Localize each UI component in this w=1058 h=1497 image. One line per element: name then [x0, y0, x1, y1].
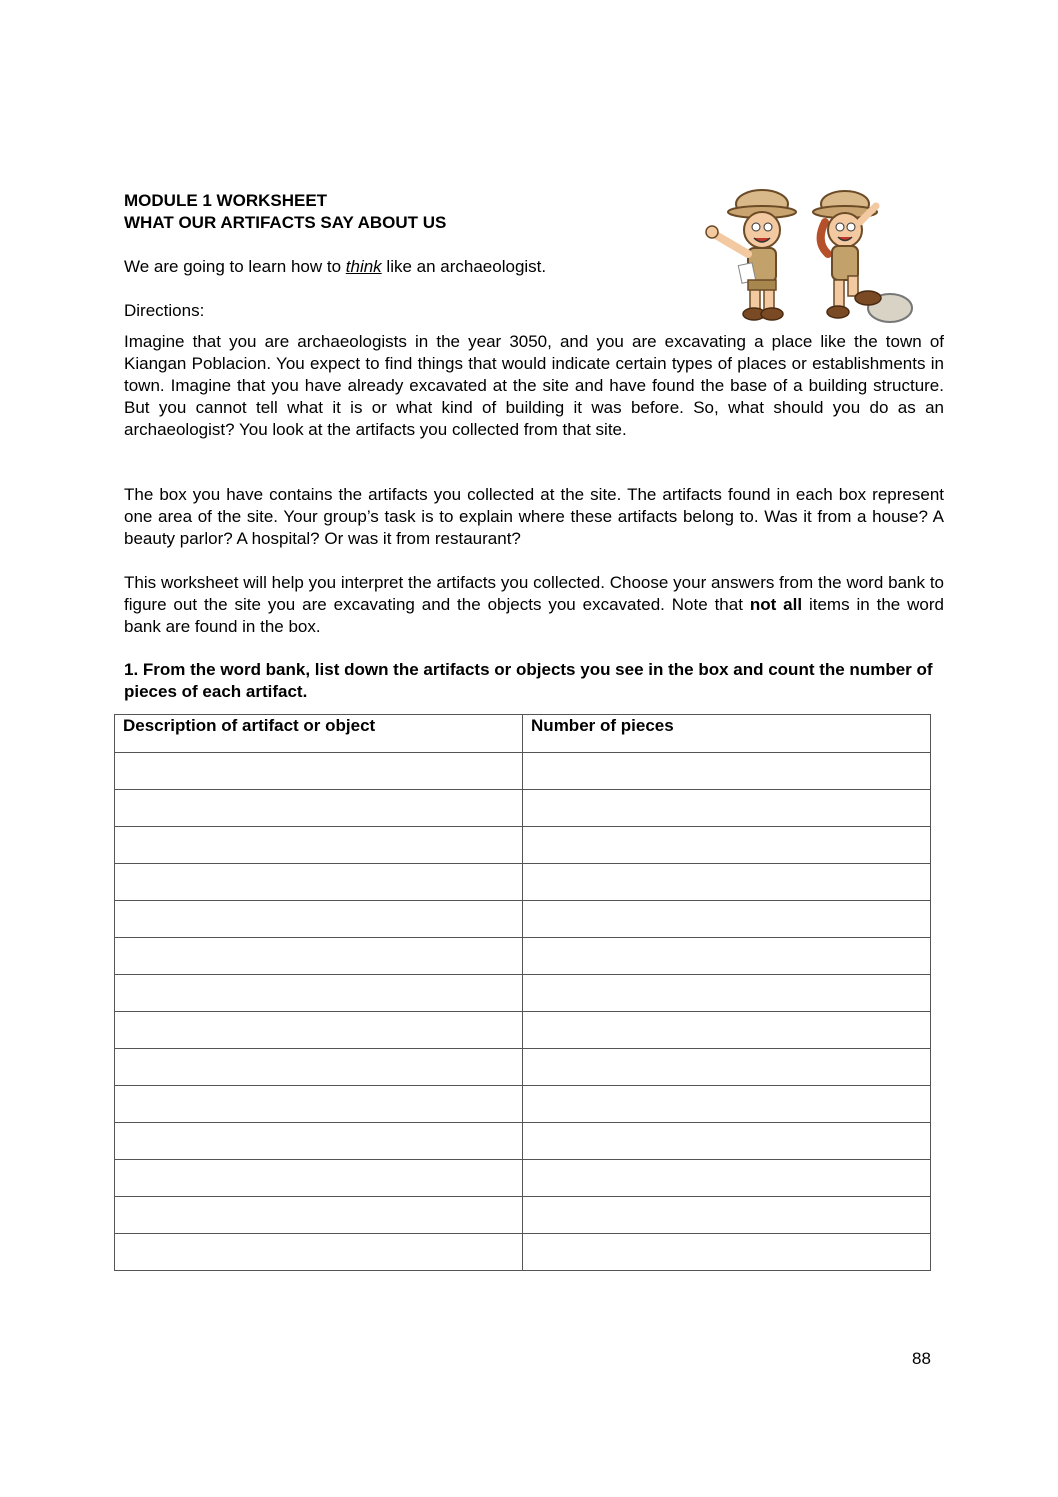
title-line-1: MODULE 1 WORKSHEET	[124, 191, 328, 210]
cell-number-of-pieces[interactable]	[523, 1086, 931, 1123]
cell-description[interactable]	[115, 864, 523, 901]
intro-before: We are going to learn how to	[124, 257, 346, 276]
cell-number-of-pieces[interactable]	[523, 1234, 931, 1271]
table-row	[115, 1197, 931, 1234]
cell-number-of-pieces[interactable]	[523, 827, 931, 864]
cell-number-of-pieces[interactable]	[523, 864, 931, 901]
title-line-2: WHAT OUR ARTIFACTS SAY ABOUT US	[124, 213, 447, 232]
cell-number-of-pieces[interactable]	[523, 938, 931, 975]
table-row	[115, 901, 931, 938]
girl-figure	[813, 191, 912, 322]
cell-number-of-pieces[interactable]	[523, 1049, 931, 1086]
cell-number-of-pieces[interactable]	[523, 1123, 931, 1160]
paragraph-3-bold: not all	[749, 595, 803, 614]
page-number: 88	[912, 1349, 931, 1368]
cell-description[interactable]	[115, 790, 523, 827]
cell-description[interactable]	[115, 975, 523, 1012]
table-row	[115, 753, 931, 790]
header-number-of-pieces: Number of pieces	[523, 715, 931, 753]
cell-number-of-pieces[interactable]	[523, 1160, 931, 1197]
paragraph-3-before: This worksheet will help you interpret the artifacts you collected. Choose your answers from the word bank to figure out the site you are excavating and the objects you excavated. Note that	[124, 573, 944, 614]
table-row	[115, 1234, 931, 1271]
table-header-row	[115, 715, 931, 753]
table-row	[115, 1123, 931, 1160]
cell-number-of-pieces[interactable]	[523, 790, 931, 827]
worksheet-title	[124, 190, 446, 234]
cell-description[interactable]	[115, 1197, 523, 1234]
cell-description[interactable]	[115, 1160, 523, 1197]
cell-description[interactable]	[115, 1012, 523, 1049]
header-description: Description of artifact or object	[115, 715, 523, 753]
cell-number-of-pieces[interactable]	[523, 975, 931, 1012]
cell-description[interactable]	[115, 901, 523, 938]
artifacts-table	[114, 714, 931, 1271]
intro-after: like an archaeologist.	[381, 257, 547, 276]
table-body	[115, 753, 931, 1271]
directions-label: Directions:	[124, 301, 205, 320]
paragraph-1: Imagine that you are archaeologists in the year 3050, and you are excavating a place like the town of Kiangan Poblacion. You expect to find things that would indicate certain types of places or establishments in town. Imagine that you have already excavated at the site and have found the base of a building structure. But you cannot tell what it is or what kind of building it was before. So, what should you do as an archaeologist? You look at the artifacts you collected from that site.	[124, 332, 944, 439]
paragraph-3	[124, 572, 944, 638]
intro-sentence	[124, 256, 546, 278]
cell-description[interactable]	[115, 1123, 523, 1160]
cell-description[interactable]	[115, 1234, 523, 1271]
table-row	[115, 975, 931, 1012]
table-row	[115, 827, 931, 864]
cell-number-of-pieces[interactable]	[523, 901, 931, 938]
paragraph-3-after: items in the word bank are found in the box.	[124, 595, 944, 636]
table-row	[115, 790, 931, 827]
cell-description[interactable]	[115, 753, 523, 790]
cell-description[interactable]	[115, 938, 523, 975]
table-row	[115, 1086, 931, 1123]
table-row	[115, 938, 931, 975]
cell-description[interactable]	[115, 1086, 523, 1123]
table-row	[115, 1049, 931, 1086]
table-row	[115, 1160, 931, 1197]
boy-figure	[706, 190, 796, 320]
archaeologist-kids-illustration	[700, 182, 920, 332]
cell-number-of-pieces[interactable]	[523, 1012, 931, 1049]
cell-description[interactable]	[115, 827, 523, 864]
cell-number-of-pieces[interactable]	[523, 1197, 931, 1234]
table-row	[115, 1012, 931, 1049]
question-1: 1. From the word bank, list down the artifacts or objects you see in the box and count the number of pieces of each artifact.	[124, 660, 933, 701]
cell-description[interactable]	[115, 1049, 523, 1086]
intro-emphasis: think	[345, 257, 382, 276]
paragraph-2: The box you have contains the artifacts you collected at the site. The artifacts found in each box represent one area of the site. Your group’s task is to explain where these artifacts belong to. Was it from a house? A beauty parlor? A hospital? Or was it from restaurant?	[124, 485, 944, 548]
table-row	[115, 864, 931, 901]
cell-number-of-pieces[interactable]	[523, 753, 931, 790]
